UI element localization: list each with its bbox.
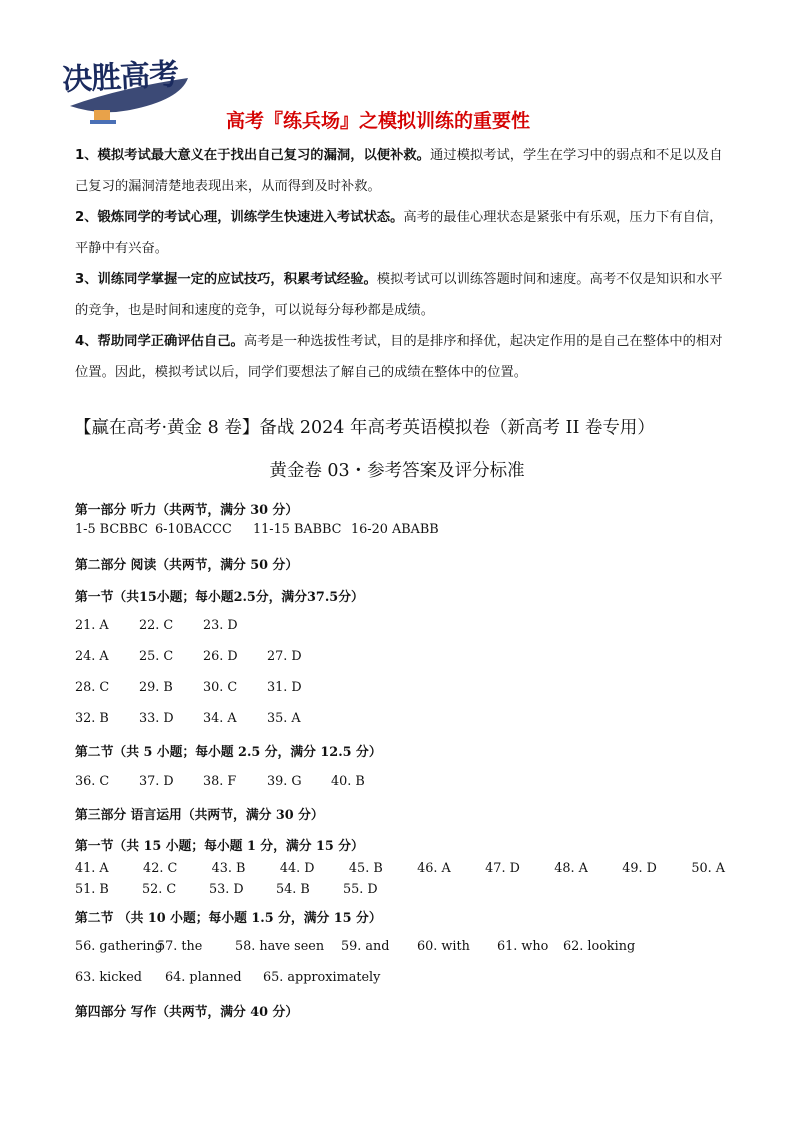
answer: 54. B [276,882,310,897]
answer: 65. approximately [263,970,381,985]
exam-title: 【赢在高考·黄金 8 卷】备战 2024 年高考英语模拟卷（新高考 II 卷专用） [74,418,655,438]
answer: 36. C [75,774,110,789]
answer: 49. D [622,861,657,876]
answer: 44. D [279,861,315,876]
answer: 60. with [417,939,470,954]
answer-row [75,861,725,876]
part2-section1-heading: 第一节（共15小题；每小题2.5分，满分37.5分） [75,590,364,605]
answer: 58. have seen [235,939,325,954]
answer: 53. D [209,882,244,897]
intro-paragraph-4 [75,326,725,388]
answer: 40. B [331,774,365,789]
part4-heading: 第四部分 写作（共两节，满分 40 分） [75,1005,299,1020]
answer: 50. A [691,861,725,876]
answer-row [75,618,238,633]
answer-row [75,882,378,897]
intro-point-4-text: 高考是一种选拔性考试，目的是排序和择优，起决定作用的是自己在整体中的相对位置。因此，模拟考试以后，同学们要想法了解自己的成绩在整体中的位置。 [75,334,723,380]
answer: 51. B [75,882,109,897]
answer: 39. G [267,774,302,789]
intro-point-3-bold: 3、训练同学掌握一定的应试技巧，积累考试经验。 [75,272,377,287]
part1-heading: 第一部分 听力（共两节，满分 30 分） [75,503,299,518]
part2-heading: 第二部分 阅读（共两节，满分 50 分） [75,558,299,573]
answer: 46. A [417,861,451,876]
answer: 42. C [143,861,178,876]
answer: 26. D [203,649,238,664]
answer: 43. B [211,861,246,876]
part3-section1-heading: 第一节（共 15 小题；每小题 1 分，满分 15 分） [75,839,364,854]
intro-point-2-text: 高考的最佳心理状态是紧张中有乐观，压力下有自信，平静中有兴奋。 [75,210,723,256]
answer: 45. B [348,861,383,876]
answer: 63. kicked [75,970,142,985]
answer-row [75,680,302,695]
intro-paragraph-2 [75,202,725,264]
answer-group: 6-10BACCC [155,522,232,537]
answer: 29. B [139,680,173,695]
answer: 27. D [267,649,302,664]
answer: 56. gathering [75,939,163,954]
part1-answers [75,522,439,537]
part3-heading: 第三部分 语言运用（共两节，满分 30 分） [75,808,324,823]
answer: 28. C [75,680,110,695]
answer: 57. the [157,939,203,954]
intro-paragraph-1 [75,140,725,202]
answer-row [75,774,365,789]
answer: 37. D [139,774,174,789]
intro-point-3-text: 模拟考试可以训练答题时间和速度。高考不仅是知识和水平的竞争，也是时间和速度的竞争，可以说每分每秒都是成绩。 [75,272,723,318]
answer: 33. D [139,711,174,726]
answer: 24. A [75,649,109,664]
intro-point-4-bold: 4、帮助同学正确评估自己。 [75,334,244,349]
answer: 62. looking [563,939,636,954]
answer: 30. C [203,680,238,695]
answer-group: 11-15 BABBC [253,522,342,537]
answer: 47. D [485,861,520,876]
intro-point-2-bold: 2、锻炼同学的考试心理，训练学生快速进入考试状态。 [75,210,404,225]
answer: 52. C [142,882,177,897]
answer-row [75,711,301,726]
logo-text: 决胜高考 [61,56,180,99]
answer-group: 1-5 BCBBC [75,522,148,537]
answer: 35. A [267,711,301,726]
answer: 48. A [554,861,588,876]
part2-section2-heading: 第二节（共 5 小题；每小题 2.5 分，满分 12.5 分） [75,745,382,760]
banner-title: 高考『练兵场』之模拟训练的重要性 [226,110,531,132]
intro-point-1-text: 通过模拟考试，学生在学习中的弱点和不足以及自己复习的漏洞清楚地表现出来，从而得到及时补救。 [75,148,723,194]
answer: 61. who [497,939,549,954]
answer: 34. A [203,711,237,726]
part3-section2-heading: 第二节 （共 10 小题；每小题 1.5 分，满分 15 分） [75,911,382,926]
logo [60,48,195,130]
intro-point-1-bold: 1、模拟考试最大意义在于找出自己复习的漏洞，以便补救。 [75,148,430,163]
answer: 31. D [267,680,302,695]
answer: 23. D [203,618,238,633]
intro-paragraph-3 [75,264,725,326]
answer: 22. C [139,618,174,633]
answer: 41. A [75,861,109,876]
answer: 25. C [139,649,174,664]
answer-row [75,939,635,954]
answer-row [75,970,380,985]
answer-row [75,649,302,664]
answer-key-title: 黄金卷 03・参考答案及评分标准 [269,461,525,481]
answer: 55. D [343,882,378,897]
answer: 59. and [341,939,390,954]
answer: 21. A [75,618,109,633]
answer-group: 16-20 ABABB [351,522,439,537]
answer: 38. F [203,774,237,789]
answer: 64. planned [165,970,242,985]
answer: 32. B [75,711,109,726]
